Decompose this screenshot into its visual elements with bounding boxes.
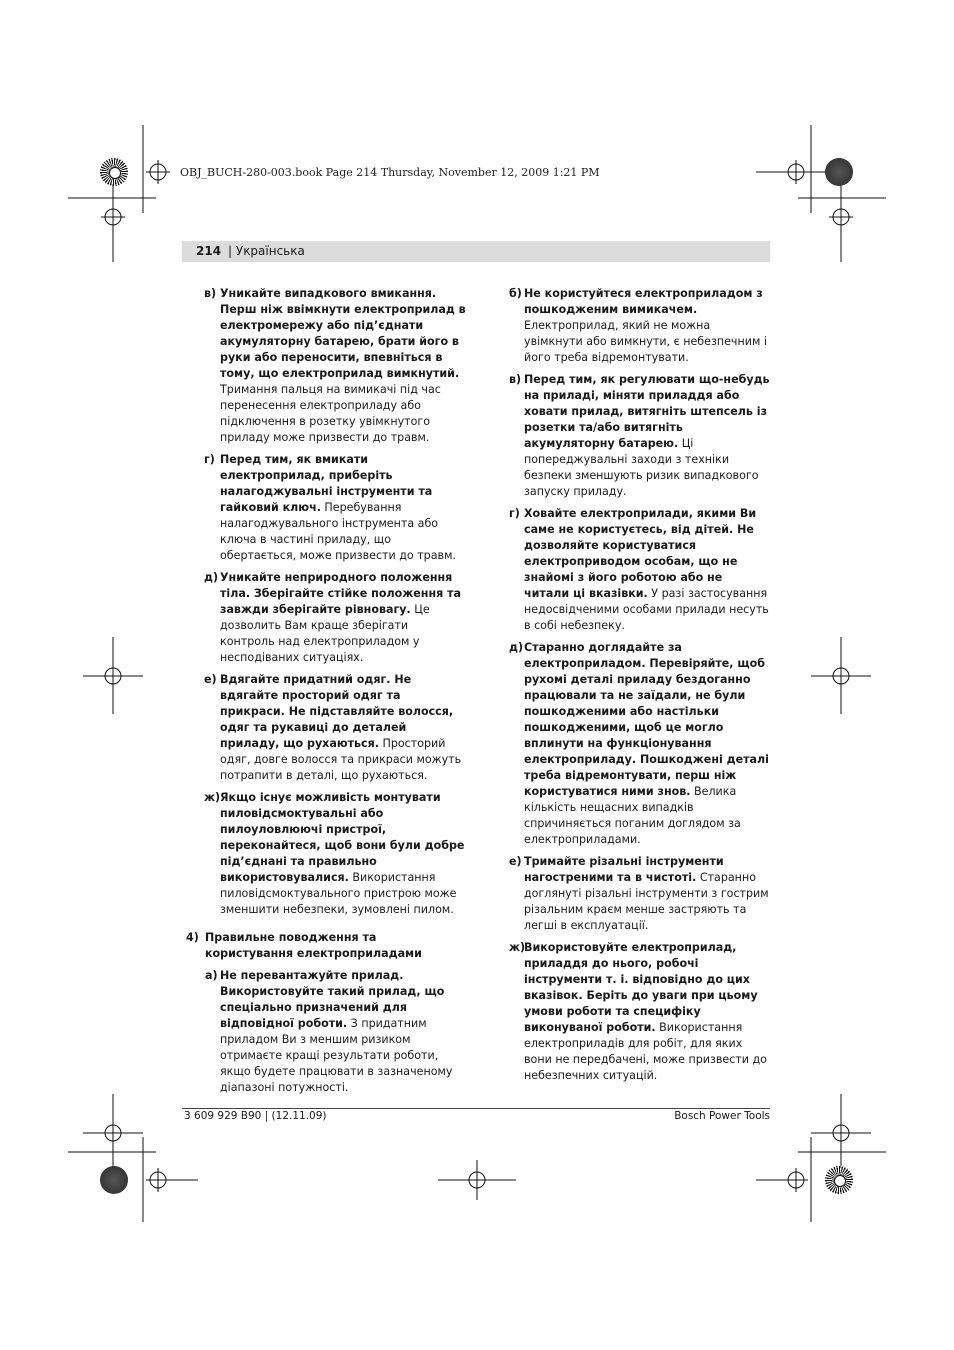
item-text: Електроприлад, який не можна увімкнути або вимкнути, є небезпечним і його треба відремонтувати.: [524, 319, 767, 364]
page-number: 214: [196, 244, 222, 258]
registration-rosette-icon: [825, 158, 853, 186]
item-bold-text: Тримайте різальні інструменти нагостреними та в чистоті.: [524, 855, 724, 884]
item-bold-text: Перед тим, як вмикати електроприлад, приберіть налагоджувальні інструменти та гайковий ключ.: [220, 453, 433, 514]
item-bold-text: Не перевантажуйте прилад. Використовуйте такий прилад, що спеціально призначений для відповідної роботи.: [220, 969, 445, 1030]
item-text: Використання пиловідсмоктувального пристрою може зменшити небезпеки, зумовлені пилом.: [220, 871, 457, 916]
registration-rosette-icon: [100, 1166, 128, 1194]
item-label: г): [509, 507, 520, 520]
item-label: ж): [509, 941, 526, 954]
registration-rosette-icon: [100, 158, 128, 186]
item-bold-text: Перед тим, як регулювати що-небудь на приладі, міняти приладдя або ховати прилад, витягніть штепсель із розетки та/або витягніть акумуляторну батарею.: [524, 373, 770, 450]
item-label: е): [509, 855, 522, 868]
list-item: [509, 372, 771, 500]
list-item: [186, 570, 466, 666]
item-bold-text: Уникайте випадкового вмикання. Перш ніж ввімкнути електроприлад в електромережу або під’єднати акумуляторну батарею, брати його в руки або переносити, впевніться в тому, що електроприлад вимкнутий.: [220, 287, 466, 380]
section-number: 4): [186, 931, 199, 944]
item-label: в): [509, 373, 522, 386]
list-item: [509, 506, 771, 634]
item-bold-text: Вдягайте придатний одяг. Не вдягайте просторий одяг та прикраси. Не підставляйте волосся, одяг та рукавиці до деталей приладу, що рухаються.: [220, 673, 454, 750]
item-bold-text: Старанно доглядайте за електроприладом. Перевіряйте, щоб рухомі деталі приладу бездоганно працювали та не заїдали, не були пошкодженими або настільки пошкодженими, щоб це могло вплинути на функціонування електроприладу. Пошкоджені деталі треба відремонтувати, перш ніж користуватися ними знов.: [524, 641, 769, 798]
section-4: [186, 930, 466, 1096]
item-label: д): [509, 641, 524, 654]
page-header: [182, 241, 770, 262]
item-label: е): [204, 673, 217, 686]
item-text: У разі застосування недосвідченими особами прилади несуть в собі небезпеку.: [524, 587, 769, 632]
list-item: [509, 640, 771, 848]
item-label: б): [509, 287, 522, 300]
list-item: [186, 452, 466, 564]
item-label: ж): [204, 791, 221, 804]
item-text: Велика кількість нещасних випадків спричиняється поганим доглядом за електроприладами.: [524, 785, 741, 846]
item-label: д): [204, 571, 219, 584]
left-column: [186, 286, 466, 1102]
item-bold-text: Не користуйтеся електроприладом з пошкодженим вимикачем.: [524, 287, 763, 316]
header-language: | Українська: [228, 244, 305, 258]
list-item: [509, 286, 771, 366]
item-label: в): [204, 287, 217, 300]
item-text: Старанно доглянуті різальні інструменти з гострим різальним краєм менше застряють та легші в експлуатації.: [524, 871, 769, 932]
list-item: [186, 790, 466, 918]
footer-brand: Bosch Power Tools: [674, 1110, 770, 1122]
list-item: [509, 854, 771, 934]
item-text: Це дозволить Вам краще зберігати контроль над електроприладом у несподіваних ситуаціях.: [220, 603, 430, 664]
footer-divider: [182, 1108, 770, 1109]
list-item: [205, 968, 466, 1096]
list-item: [186, 672, 466, 784]
item-text: Перебування налагоджувального інструмента або ключа в частині приладу, що обертається, може призвести до травм.: [220, 501, 456, 562]
right-column: [509, 286, 771, 1090]
item-text: Ці попереджувальні заходи з техніки безпеки зменшують ризик випадкового запуску приладу.: [524, 437, 759, 498]
item-label: а): [205, 969, 218, 982]
item-bold-text: Ховайте електроприлади, якими Ви саме не користуєтесь, від дітей. Не дозволяйте користуватися електроприводом особам, що не знайомі з його роботою або не читали ці вказівки.: [524, 507, 757, 600]
item-bold-text: Уникайте неприродного положення тіла. Зберігайте стійке положення та завжди зберігайте рівновагу.: [220, 571, 462, 616]
list-item: [509, 940, 771, 1084]
list-item: [186, 286, 466, 446]
item-bold-text: Використовуйте електроприлад, приладдя до нього, робочі інструменти т. і. відповідно до цих вказівок. Беріть до уваги при цьому умови роботи та специфіку виконуваної роботи.: [524, 941, 758, 1034]
section-title: Правильне поводження та користування електроприладами: [205, 931, 422, 960]
registration-rosette-icon: [825, 1166, 853, 1194]
item-bold-text: Якщо існує можливість монтувати пиловідсмоктувальні або пилоуловлюючі пристрої, переконайтеся, щоб вони були добре під’єднані та правильно використовувалися.: [220, 791, 465, 884]
item-text: Тримання пальця на вимикачі під час перенесення електроприладу або підключення в розетку увімкнутого приладу може призвести до травм.: [220, 383, 441, 444]
footer-document-code: 3 609 929 B90 | (12.11.09): [184, 1110, 327, 1122]
item-text: Просторий одяг, довге волосся та прикраси можуть потрапити в деталі, що рухаються.: [220, 737, 462, 782]
print-slug: OBJ_BUCH-280-003.book Page 214 Thursday, November 12, 2009 1:21 PM: [180, 166, 600, 179]
item-text: З придатним приладом Ви з меншим ризиком отримаєте кращі результати роботи, якщо будете працювати в зазначеному діапазоні потужності.: [220, 1017, 453, 1094]
item-text: Використання електроприладів для робіт, для яких вони не передбачені, може призвести до небезпечних ситуацій.: [524, 1021, 767, 1082]
item-label: г): [204, 453, 215, 466]
